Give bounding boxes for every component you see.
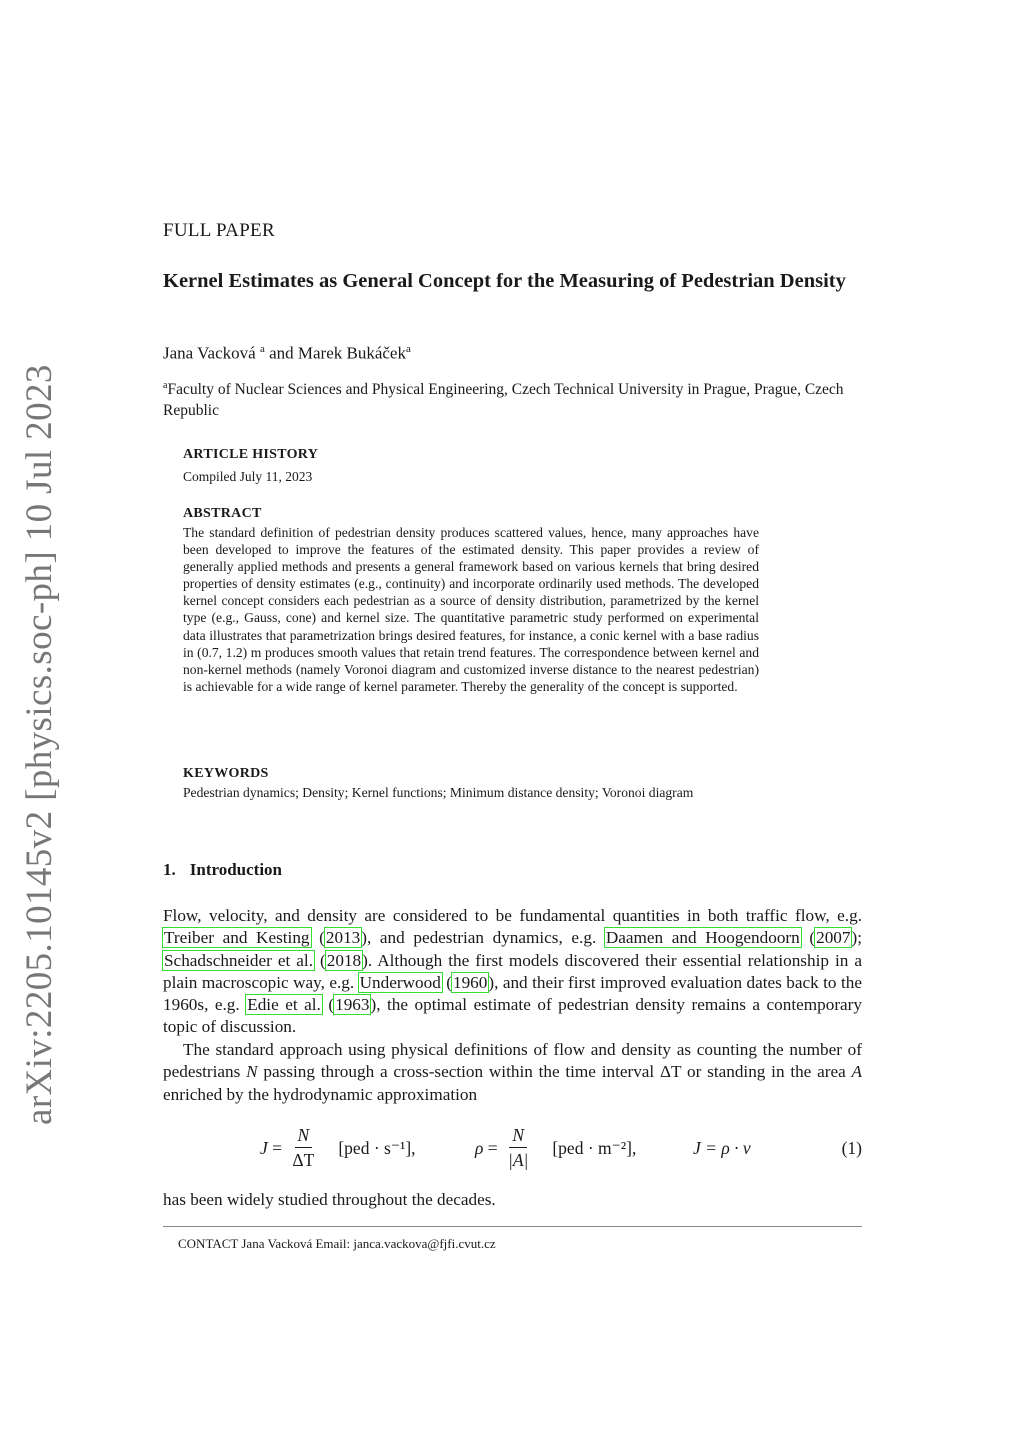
article-history-heading: ARTICLE HISTORY (183, 447, 319, 462)
fraction (505, 1125, 531, 1171)
affiliation-marker: a (405, 343, 411, 355)
citation-year-link[interactable]: 1960 (452, 972, 488, 992)
equation-number: (1) (841, 1137, 862, 1158)
denominator: ΔT (292, 1150, 315, 1170)
intro-paragraph-3: has been widely studied throughout the decades. (163, 1190, 496, 1209)
numerator: N (509, 1125, 527, 1148)
math-variable: N (246, 1062, 258, 1082)
paper-title: Kernel Estimates as General Concept for the Measuring of Pedestrian Density (163, 270, 846, 292)
paragraph-text: The standard approach using physical definitions of flow and density as counting the number of pedestrians (163, 1040, 862, 1082)
footnote-divider (163, 1226, 862, 1227)
author-name: Jana Vacková (163, 343, 256, 363)
unit: [ped · m⁻²], (552, 1137, 637, 1158)
equation-1 (163, 1120, 862, 1176)
abstract-text: The standard definition of pedestrian density produces scattered values, hence, many approaches have been developed to improve the features of the estimated density. This paper provides a review of generally applied methods and presents a general framework based on various kernels that bring desired properties of density estimates (e.g., continuity) and incorporate ordinarily used methods. The developed kernel concept considers each pedestrian as a source of density distribution, parametrized by the kernel type (e.g., Gauss, cone) and kernel size. The quantitative parametric study performed on experimental data illustrates that parametrization brings desired features, for instance, a conic kernel with a base radius in (0.7, 1.2) m produces smooth values that retain trend features. The correspondence between kernel and non-kernel methods (namely Voronoi diagram and customized inverse distance to the nearest pedestrian) is achievable for a wide range of kernel parameter. Thereby the generality of the concept is supported. (183, 525, 759, 694)
flow-definition: J = $\frac{N}{\Delta T}$ [ped · s⁻¹], (260, 1125, 416, 1170)
intro-paragraph-1: Flow, velocity, and density are considered to be fundamental quantities in both traffic flow, e.g. Treiber and Kesting (2013), and pedestrian dynamics, e.g. Daamen and Hoogendoorn (2007); Schadschneider et al. (2018). Although the first models discovered their essential relationship in a plain macroscopic way, e.g. Underwood (1960), and their first improved evaluation dates back to the 1960s, e.g. Edie et al. (1963), the optimal estimate of pedestrian density remains a contemporary topic of discussion. (163, 906, 863, 1037)
citation-link[interactable]: Edie et al. (247, 995, 321, 1015)
citation-year-link[interactable]: 2013 (325, 928, 361, 948)
math-symbol: ρ (475, 1137, 484, 1158)
math-symbol: J (260, 1137, 268, 1158)
paragraph-text: Flow, velocity, and density are considered to be fundamental quantities in both traffic flow, e.g. (163, 906, 862, 925)
citation-link[interactable]: Underwood (359, 972, 441, 992)
paragraph-text: and their first improved evaluation dates back to the 1960s, e.g. (163, 972, 862, 1015)
numerator: N (295, 1125, 313, 1148)
paragraph-text: , and pedestrian dynamics, e.g. (366, 928, 605, 948)
keywords-heading: KEYWORDS (183, 766, 269, 781)
section-title: Introduction (189, 860, 283, 879)
author-list (163, 343, 411, 364)
denominator: |A| (508, 1150, 529, 1170)
unit: [ped · s⁻¹], (338, 1137, 416, 1158)
paragraph-text: enriched by the hydrodynamic approximation (163, 1084, 478, 1104)
intro-paragraph-2 (163, 1039, 862, 1106)
compiled-date: Compiled July 11, 2023 (183, 469, 313, 484)
citation-link[interactable]: Schadschneider et al. (164, 950, 314, 970)
affiliation (163, 375, 863, 421)
math-variable: A (851, 1062, 862, 1082)
math-variable: ΔT (660, 1062, 682, 1082)
paper-type-label: FULL PAPER (163, 220, 275, 241)
fraction (289, 1125, 317, 1171)
paragraph-text: passing through a cross-section within the time interval (257, 1062, 660, 1082)
paragraph-text: . Although the first models discovered their essential relationship in a plain macroscopic way, e.g. (163, 950, 862, 992)
citation-year-link[interactable]: 2018 (326, 950, 362, 970)
citation-year-link[interactable]: 1963 (335, 995, 370, 1015)
affiliation-text: Faculty of Nuclear Sciences and Physical Engineering, Czech Technical University in Prague, Prague, Czech Republic (163, 381, 844, 420)
citation-link[interactable]: Treiber and Kesting (164, 928, 310, 948)
density-definition: ρ = $\frac{N}{|A|}$ [ped · m⁻²], (475, 1125, 637, 1170)
hydrodynamic-relation: J = ρ · v (693, 1137, 751, 1158)
section-heading-introduction (163, 860, 282, 880)
author-name: Marek Bukáček (297, 343, 406, 363)
affiliation-marker: a (259, 343, 265, 355)
abstract-heading: ABSTRACT (183, 506, 262, 521)
citation-year-link[interactable]: 2007 (816, 928, 851, 948)
citation-link[interactable]: Daamen and Hoogendoorn (605, 928, 800, 948)
arxiv-identifier: arXiv:2205.10145v2 [physics.soc-ph] 10 Jul 2023 (19, 364, 60, 1125)
keywords-text: Pedestrian dynamics; Density; Kernel functions; Minimum distance density; Voronoi diagram (183, 785, 694, 800)
paragraph-text: or standing in the area (681, 1062, 852, 1082)
contact-footnote: CONTACT Jana Vacková Email: janca.vackova@fjfi.cvut.cz (178, 1236, 496, 1251)
affiliation-marker: a (163, 380, 168, 391)
author-conjunction: and (269, 343, 294, 363)
paragraph-text: , the optimal estimate of pedestrian density remains a contemporary topic of discussion. (163, 995, 863, 1037)
section-number: 1. (163, 860, 176, 879)
